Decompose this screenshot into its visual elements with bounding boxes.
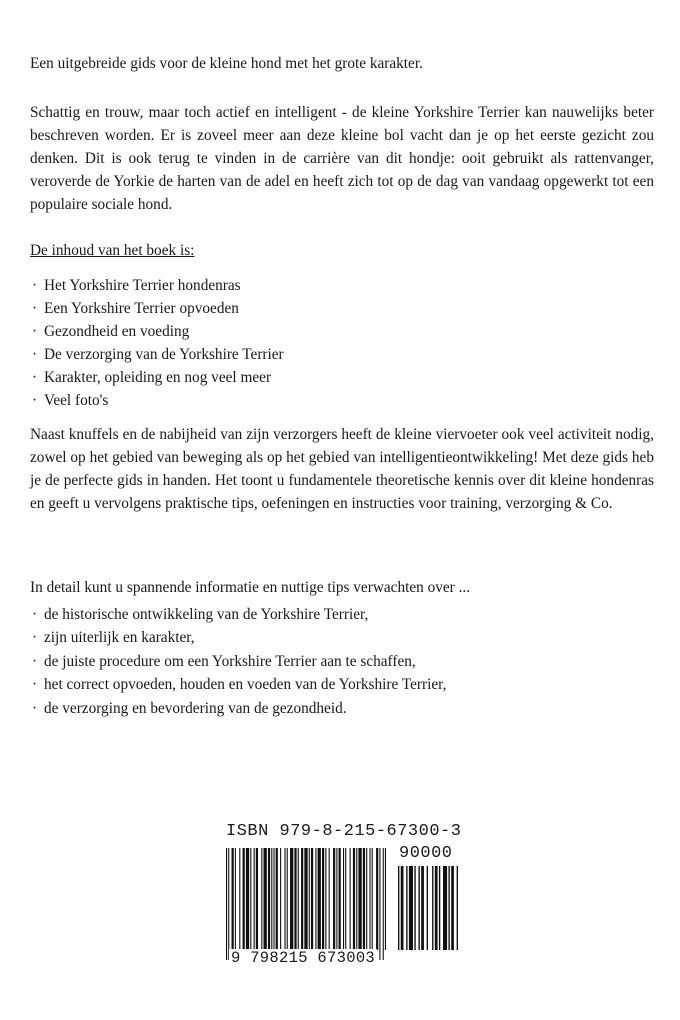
contents-list	[30, 274, 284, 412]
list-item: · het correct opvoeden, houden en voeden van de Yorkshire Terrier,	[30, 673, 446, 696]
activity-paragraph: Naast knuffels en de nabijheid van zijn verzorgers heeft de kleine viervoeter ook veel activiteit nodig, zowel op het gebied van beweging als op het gebied van intelligentieontwikkeling! Met deze gids heb je de perfecte gids in handen. Het toont u fundamentele theoretische kennis over dit kleine hondenras en geeft u vervolgens praktische tips, oefeningen en instructies voor training, verzorging & Co.	[30, 426, 654, 512]
list-item: · Karakter, opleiding en nog veel meer	[30, 366, 284, 389]
isbn-label: ISBN 979-8-215-67300-3	[226, 822, 462, 841]
barcode-digits: 9 798215 673003	[231, 949, 376, 967]
list-item: · Veel foto's	[30, 389, 284, 412]
list-item: · Gezondheid en voeding	[30, 320, 284, 343]
list-item: · De verzorging van de Yorkshire Terrier	[30, 343, 284, 366]
detail-list	[30, 603, 446, 720]
list-item: · Een Yorkshire Terrier opvoeden	[30, 297, 284, 320]
list-item: · de verzorging en bevordering van de gezondheid.	[30, 697, 446, 720]
detail-intro: In detail kunt u spannende informatie en nuttige tips verwachten over ...	[30, 579, 471, 596]
price-code: 90000	[399, 844, 453, 863]
contents-heading: De inhoud van het boek is:	[30, 242, 195, 259]
description-paragraph: Schattig en trouw, maar toch actief en intelligent - de kleine Yorkshire Terrier kan nauwelijks beter beschreven worden. Er is zoveel meer aan deze kleine bol vacht dan je op het eerste gezicht zou denken. Dit is ook terug te vinden in de carrière van dit hondje: ooit gebruikt als rattenvanger, veroverde de Yorkie de harten van de adel en heeft zich tot op de dag van vandaag opgewerkt tot een populaire sociale hond.	[30, 104, 654, 213]
isbn-barcode	[226, 822, 466, 972]
intro-line: Een uitgebreide gids voor de kleine hond met het grote karakter.	[30, 55, 423, 72]
barcode-addon-bars	[398, 866, 458, 960]
list-item: · de historische ontwikkeling van de Yorkshire Terrier,	[30, 603, 446, 626]
list-item: · zijn uiterlijk en karakter,	[30, 626, 446, 649]
list-item: · de juiste procedure om een Yorkshire Terrier aan te schaffen,	[30, 650, 446, 673]
list-item: · Het Yorkshire Terrier hondenras	[30, 274, 284, 297]
barcode-bars	[226, 848, 386, 960]
